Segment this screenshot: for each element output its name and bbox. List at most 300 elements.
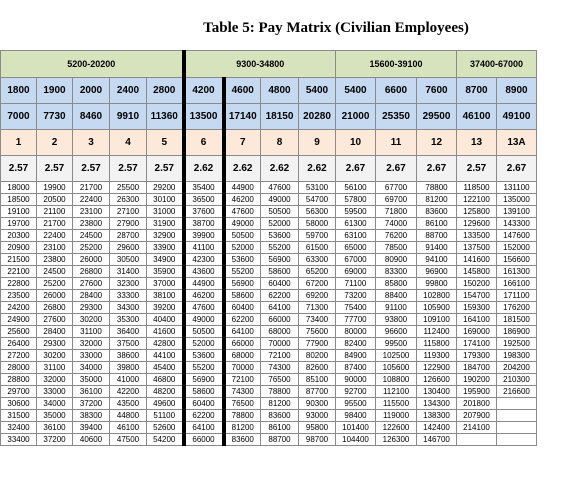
table-row — [1, 254, 537, 266]
pay-cell: 130400 — [417, 386, 457, 398]
entry-pay-cell: 17140 — [224, 104, 261, 130]
pay-cell: 36500 — [184, 194, 224, 206]
grade-pay-cell: 8700 — [457, 78, 497, 104]
pay-cell: 22800 — [1, 278, 37, 290]
entry-pay-cell: 25350 — [376, 104, 417, 130]
pay-cell: 24900 — [1, 314, 37, 326]
level-cell: 1 — [1, 130, 37, 156]
pay-cell: 53100 — [299, 182, 336, 194]
pay-cell: 192500 — [497, 338, 537, 350]
pay-cell: 88700 — [417, 230, 457, 242]
entry-pay-row — [1, 104, 537, 130]
pay-cell: 27600 — [73, 278, 110, 290]
pay-cell: 49600 — [147, 398, 184, 410]
pay-cell: 159300 — [457, 302, 497, 314]
pay-cell: 34900 — [147, 254, 184, 266]
pay-cell: 56900 — [261, 254, 299, 266]
pay-cell: 61300 — [336, 218, 376, 230]
pay-cell: 87700 — [299, 386, 336, 398]
pay-cell: 37500 — [110, 338, 147, 350]
pay-cell: 34300 — [110, 302, 147, 314]
pay-cell: 27600 — [37, 314, 73, 326]
pay-cell: 35000 — [37, 410, 73, 422]
pay-cell: 58600 — [184, 386, 224, 398]
pay-band-header: 15600-39100 — [336, 51, 457, 78]
pay-cell: 91100 — [376, 302, 417, 314]
pay-cell: 73400 — [299, 314, 336, 326]
pay-cell: 109100 — [417, 314, 457, 326]
pay-cell: 90000 — [336, 374, 376, 386]
pay-cell: 46200 — [184, 290, 224, 302]
pay-cell: 71300 — [299, 302, 336, 314]
grade-pay-cell: 8900 — [497, 78, 537, 104]
pay-cell: 75600 — [299, 326, 336, 338]
pay-cell: 122600 — [376, 422, 417, 434]
pay-cell: 88700 — [261, 434, 299, 446]
pay-cell: 30500 — [110, 254, 147, 266]
index-cell: 2.57 — [147, 156, 184, 182]
pay-cell: 29700 — [1, 386, 37, 398]
pay-cell: 161300 — [497, 266, 537, 278]
pay-cell: 105900 — [417, 302, 457, 314]
pay-cell: 27100 — [110, 206, 147, 218]
pay-cell: 33400 — [1, 434, 37, 446]
pay-cell: 32000 — [37, 374, 73, 386]
pay-cell: 27900 — [110, 218, 147, 230]
entry-pay-cell: 8460 — [73, 104, 110, 130]
pay-cell: 83600 — [224, 434, 261, 446]
pay-cell: 131100 — [497, 182, 537, 194]
pay-cell: 46100 — [110, 422, 147, 434]
pay-cell: 37200 — [37, 434, 73, 446]
pay-cell: 32000 — [73, 338, 110, 350]
level-cell: 8 — [261, 130, 299, 156]
pay-cell: 94100 — [417, 254, 457, 266]
pay-cell: 41100 — [184, 242, 224, 254]
entry-pay-cell: 13500 — [184, 104, 224, 130]
pay-cell: 122100 — [457, 194, 497, 206]
level-cell: 4 — [110, 130, 147, 156]
index-cell: 2.62 — [261, 156, 299, 182]
index-cell: 2.62 — [299, 156, 336, 182]
pay-cell: 47500 — [110, 434, 147, 446]
index-cell: 2.57 — [457, 156, 497, 182]
pay-cell: 31100 — [73, 326, 110, 338]
pay-cell: 46200 — [224, 194, 261, 206]
pay-cell: 75400 — [336, 302, 376, 314]
pay-cell: 62200 — [224, 314, 261, 326]
pay-cell: 31900 — [147, 218, 184, 230]
pay-cell: 30100 — [147, 194, 184, 206]
grade-pay-cell: 1800 — [1, 78, 37, 104]
entry-pay-cell: 11360 — [147, 104, 184, 130]
pay-cell: 143300 — [497, 218, 537, 230]
pay-cell: 24500 — [37, 266, 73, 278]
pay-cell: 32900 — [147, 230, 184, 242]
pay-cell: 146700 — [417, 434, 457, 446]
pay-cell: 61500 — [299, 242, 336, 254]
pay-cell: 169000 — [457, 326, 497, 338]
level-cell: 11 — [376, 130, 417, 156]
pay-cell: 119300 — [417, 350, 457, 362]
table-row — [1, 350, 537, 362]
pay-cell: 66000 — [261, 314, 299, 326]
pay-cell: 43500 — [110, 398, 147, 410]
pay-cell: 19700 — [1, 218, 37, 230]
pay-cell: 36100 — [37, 422, 73, 434]
pay-cell: 22400 — [37, 230, 73, 242]
pay-cell: 26000 — [73, 254, 110, 266]
level-row — [1, 130, 537, 156]
pay-cell: 49000 — [224, 218, 261, 230]
index-cell: 2.57 — [73, 156, 110, 182]
pay-cell: 81200 — [417, 194, 457, 206]
pay-cell: 50500 — [224, 230, 261, 242]
pay-cell: 35300 — [110, 314, 147, 326]
grade-pay-cell: 4600 — [224, 78, 261, 104]
table-row — [1, 218, 537, 230]
pay-cell: 91400 — [417, 242, 457, 254]
pay-cell: 98700 — [299, 434, 336, 446]
pay-cell: 56900 — [184, 374, 224, 386]
pay-cell: 90300 — [299, 398, 336, 410]
pay-cell: 38600 — [110, 350, 147, 362]
pay-cell: 39200 — [147, 302, 184, 314]
pay-cell: 47600 — [261, 182, 299, 194]
pay-cell: 76500 — [261, 374, 299, 386]
level-cell: 2 — [37, 130, 73, 156]
pay-cell: 56300 — [299, 206, 336, 218]
pay-cell: 28400 — [37, 326, 73, 338]
pay-cell: 49000 — [184, 314, 224, 326]
pay-cell: 28400 — [73, 290, 110, 302]
grade-pay-cell: 7600 — [417, 78, 457, 104]
pay-cell: 27200 — [1, 350, 37, 362]
pay-cell: 64100 — [184, 422, 224, 434]
pay-cell: 80000 — [336, 326, 376, 338]
pay-cell: 30200 — [37, 350, 73, 362]
pay-cell: 28000 — [1, 362, 37, 374]
pay-cell: 20900 — [1, 242, 37, 254]
pay-band-header: 37400-67000 — [457, 51, 537, 78]
pay-cell: 26800 — [37, 302, 73, 314]
pay-cell: 179300 — [457, 350, 497, 362]
pay-cell: 73200 — [336, 290, 376, 302]
index-cell: 2.62 — [184, 156, 224, 182]
grade-pay-cell: 5400 — [336, 78, 376, 104]
pay-cell: 68000 — [261, 326, 299, 338]
pay-cell: 21700 — [73, 182, 110, 194]
pay-cell: 57800 — [336, 194, 376, 206]
pay-band-header: 5200-20200 — [1, 51, 184, 78]
entry-pay-cell: 46100 — [457, 104, 497, 130]
pay-cell: 52000 — [261, 218, 299, 230]
level-cell: 9 — [299, 130, 336, 156]
pay-cell: 76500 — [224, 398, 261, 410]
pay-cell: 138300 — [417, 410, 457, 422]
pay-cell: 56100 — [336, 182, 376, 194]
pay-cell: 54700 — [299, 194, 336, 206]
pay-cell: 45400 — [147, 362, 184, 374]
pay-cell: 52000 — [184, 338, 224, 350]
pay-cell: 22400 — [73, 194, 110, 206]
pay-cell: 37000 — [147, 278, 184, 290]
pay-cell: 70000 — [261, 338, 299, 350]
pay-cell: 18000 — [1, 182, 37, 194]
table-row — [1, 374, 537, 386]
pay-cell: 54200 — [147, 434, 184, 446]
pay-cell: 164100 — [457, 314, 497, 326]
pay-cell: 190200 — [457, 374, 497, 386]
pay-cell: 92700 — [336, 386, 376, 398]
pay-cell: 33300 — [110, 290, 147, 302]
pay-cell: 67200 — [299, 278, 336, 290]
pay-cell: 80200 — [299, 350, 336, 362]
pay-cell: 20300 — [1, 230, 37, 242]
pay-cell: 115800 — [417, 338, 457, 350]
pay-cell: 34000 — [73, 362, 110, 374]
pay-cell: 112400 — [417, 326, 457, 338]
index-row — [1, 156, 537, 182]
pay-cell: 83600 — [261, 410, 299, 422]
table-row — [1, 410, 537, 422]
table-row — [1, 206, 537, 218]
pay-cell: 64100 — [261, 302, 299, 314]
pay-cell: 42200 — [110, 386, 147, 398]
pay-matrix-container — [0, 50, 576, 479]
pay-cell: 82400 — [336, 338, 376, 350]
pay-cell: 39400 — [73, 422, 110, 434]
pay-cell: 24500 — [73, 230, 110, 242]
pay-cell: 63100 — [336, 230, 376, 242]
pay-cell: 186900 — [497, 326, 537, 338]
pay-cell: 55200 — [224, 266, 261, 278]
pay-cell: 119000 — [376, 410, 417, 422]
pay-cell: 25600 — [1, 326, 37, 338]
pay-cell: 60400 — [224, 302, 261, 314]
pay-cell: 26400 — [1, 338, 37, 350]
pay-cell: 62200 — [261, 290, 299, 302]
table-row — [1, 278, 537, 290]
pay-cell: 67000 — [336, 254, 376, 266]
pay-cell: 71100 — [336, 278, 376, 290]
index-cell: 2.67 — [376, 156, 417, 182]
pay-cell: 23800 — [37, 254, 73, 266]
entry-pay-cell: 21000 — [336, 104, 376, 130]
pay-cell: 47600 — [224, 206, 261, 218]
pay-cell: 23800 — [73, 218, 110, 230]
pay-cell: 95500 — [336, 398, 376, 410]
pay-cell: 105600 — [376, 362, 417, 374]
level-cell: 13A — [497, 130, 537, 156]
level-cell: 10 — [336, 130, 376, 156]
pay-cell: 44800 — [110, 410, 147, 422]
table-row — [1, 362, 537, 374]
pay-cell: 23500 — [1, 290, 37, 302]
pay-cell: 95800 — [299, 422, 336, 434]
level-cell: 7 — [224, 130, 261, 156]
pay-cell: 41000 — [110, 374, 147, 386]
pay-cell: 93000 — [299, 410, 336, 422]
pay-cell: 30600 — [1, 398, 37, 410]
pay-cell: 154700 — [457, 290, 497, 302]
pay-cell: 129600 — [457, 218, 497, 230]
pay-cell: 29300 — [73, 302, 110, 314]
index-cell: 2.67 — [336, 156, 376, 182]
pay-cell: 38700 — [184, 218, 224, 230]
pay-cell: 44100 — [147, 350, 184, 362]
grade-pay-cell: 5400 — [299, 78, 336, 104]
pay-cell: 69700 — [376, 194, 417, 206]
pay-cell: 86100 — [417, 218, 457, 230]
pay-cell: 22100 — [1, 266, 37, 278]
pay-cell: 99500 — [376, 338, 417, 350]
pay-cell: 31100 — [37, 362, 73, 374]
entry-pay-cell: 7730 — [37, 104, 73, 130]
table-row — [1, 194, 537, 206]
pay-cell: 24200 — [1, 302, 37, 314]
pay-cell: 85100 — [299, 374, 336, 386]
pay-cell: 53600 — [261, 230, 299, 242]
pay-cell: 78800 — [417, 182, 457, 194]
pay-cell: 102500 — [376, 350, 417, 362]
pay-cell: 76200 — [376, 230, 417, 242]
pay-cell: 77700 — [336, 314, 376, 326]
pay-cell: 115500 — [376, 398, 417, 410]
pay-cell: 32300 — [110, 278, 147, 290]
pay-cell: 25200 — [37, 278, 73, 290]
pay-cell: 52000 — [224, 242, 261, 254]
table-row — [1, 386, 537, 398]
table-row — [1, 266, 537, 278]
pay-cell: 21500 — [1, 254, 37, 266]
pay-cell: 104400 — [336, 434, 376, 446]
pay-cell: 63300 — [299, 254, 336, 266]
pay-cell — [497, 410, 537, 422]
pay-cell: 83600 — [417, 206, 457, 218]
pay-cell: 64100 — [224, 326, 261, 338]
level-cell: 13 — [457, 130, 497, 156]
pay-cell: 33000 — [73, 350, 110, 362]
pay-cell: 21700 — [37, 218, 73, 230]
entry-pay-cell: 9910 — [110, 104, 147, 130]
pay-cell: 67700 — [376, 182, 417, 194]
pay-cell: 142400 — [417, 422, 457, 434]
pay-cell: 141600 — [457, 254, 497, 266]
pay-cell: 216600 — [497, 386, 537, 398]
pay-cell: 19100 — [1, 206, 37, 218]
pay-cell: 31400 — [110, 266, 147, 278]
pay-cell — [457, 434, 497, 446]
pay-cell: 50500 — [184, 326, 224, 338]
pay-cell: 36400 — [110, 326, 147, 338]
entry-pay-cell: 18150 — [261, 104, 299, 130]
pay-cell: 69200 — [299, 290, 336, 302]
pay-cell: 133500 — [457, 230, 497, 242]
pay-cell: 48200 — [147, 386, 184, 398]
pay-cell: 60400 — [261, 278, 299, 290]
grade-pay-cell: 6600 — [376, 78, 417, 104]
pay-cell: 25200 — [73, 242, 110, 254]
pay-cell: 171100 — [497, 290, 537, 302]
level-cell: 3 — [73, 130, 110, 156]
pay-cell: 55200 — [261, 242, 299, 254]
table-row — [1, 434, 537, 446]
pay-cell: 18500 — [1, 194, 37, 206]
pay-cell: 46800 — [147, 374, 184, 386]
pay-cell: 29300 — [37, 338, 73, 350]
entry-pay-cell: 20280 — [299, 104, 336, 130]
pay-cell: 80900 — [376, 254, 417, 266]
pay-cell: 86100 — [261, 422, 299, 434]
pay-cell: 30200 — [73, 314, 110, 326]
pay-cell: 72100 — [261, 350, 299, 362]
pay-cell: 39800 — [110, 362, 147, 374]
entry-pay-cell: 7000 — [1, 104, 37, 130]
pay-cell: 184700 — [457, 362, 497, 374]
pay-cell: 198300 — [497, 350, 537, 362]
pay-cell: 85800 — [376, 278, 417, 290]
pay-cell: 52600 — [147, 422, 184, 434]
pay-cell: 32400 — [1, 422, 37, 434]
pay-cell: 112100 — [376, 386, 417, 398]
level-cell: 5 — [147, 130, 184, 156]
grade-pay-cell: 1900 — [37, 78, 73, 104]
pay-cell: 156600 — [497, 254, 537, 266]
pay-cell: 96600 — [376, 326, 417, 338]
pay-cell: 23100 — [37, 242, 73, 254]
pay-cell: 201800 — [457, 398, 497, 410]
entry-pay-cell: 49100 — [497, 104, 537, 130]
pay-cell: 74300 — [261, 362, 299, 374]
pay-cell — [497, 422, 537, 434]
grade-pay-cell: 2000 — [73, 78, 110, 104]
pay-cell: 60400 — [184, 398, 224, 410]
pay-cell: 26800 — [73, 266, 110, 278]
pay-cell — [497, 398, 537, 410]
grade-pay-cell: 4800 — [261, 78, 299, 104]
pay-cell: 58600 — [261, 266, 299, 278]
index-cell: 2.57 — [1, 156, 37, 182]
pay-cell: 35900 — [147, 266, 184, 278]
pay-cell: 214100 — [457, 422, 497, 434]
pay-band-row — [1, 51, 537, 78]
pay-cell: 81200 — [261, 398, 299, 410]
pay-cell: 33900 — [147, 242, 184, 254]
table-row — [1, 290, 537, 302]
pay-cell: 38100 — [147, 290, 184, 302]
pay-cell: 26300 — [110, 194, 147, 206]
pay-cell: 49000 — [261, 194, 299, 206]
pay-cell: 25500 — [110, 182, 147, 194]
pay-cell: 44900 — [184, 278, 224, 290]
pay-cell: 71800 — [376, 206, 417, 218]
pay-cell: 84900 — [336, 350, 376, 362]
pay-cell: 36100 — [73, 386, 110, 398]
pay-cell: 78500 — [376, 242, 417, 254]
pay-cell: 55200 — [184, 362, 224, 374]
pay-cell: 65200 — [299, 266, 336, 278]
pay-cell: 35400 — [184, 182, 224, 194]
pay-cell — [497, 434, 537, 446]
pay-cell: 53600 — [224, 254, 261, 266]
pay-cell: 42800 — [147, 338, 184, 350]
pay-cell: 20500 — [37, 194, 73, 206]
pay-cell: 139100 — [497, 206, 537, 218]
pay-cell: 33000 — [37, 386, 73, 398]
pay-cell: 74000 — [376, 218, 417, 230]
table-row — [1, 314, 537, 326]
